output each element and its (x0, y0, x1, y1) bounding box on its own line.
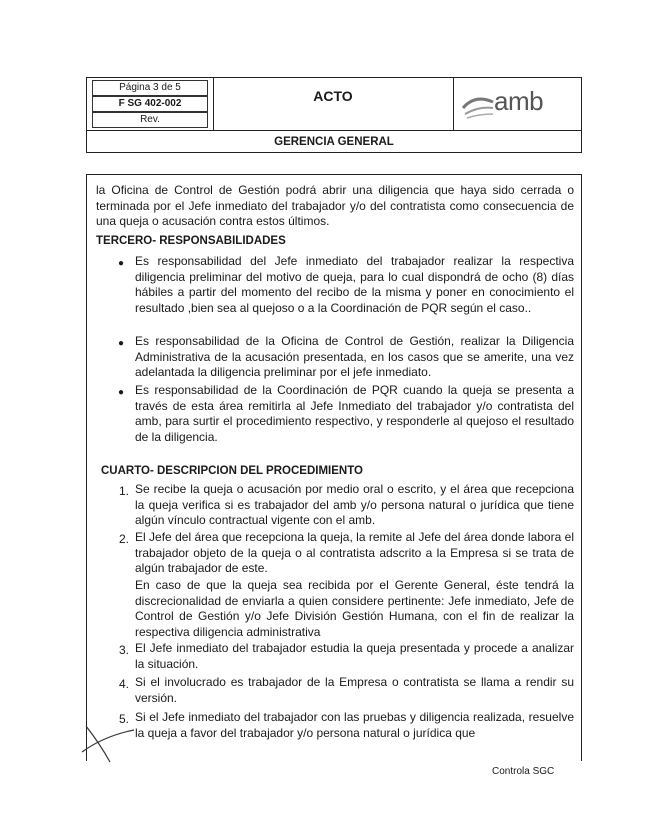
intro-paragraph: la Oficina de Control de Gestión podrá abrir una diligencia que haya sido cerrada o terminada por el Jefe inmediato del trabajador y/o del contratista como consecuencia de una queja o acusación contra estos últimos. (96, 183, 574, 228)
step-number: 5. (119, 712, 130, 726)
procedure-step: Si el Jefe inmediato del trabajador con las pruebas y diligencia realizada, resuelve la queja a favor del trabajador y/o persona natural o jurídica que (135, 710, 574, 740)
bullet-icon: ● (118, 258, 125, 269)
document-body (86, 174, 582, 761)
document-header (86, 77, 582, 153)
bullet-icon: ● (118, 338, 125, 349)
procedure-step: Si el involucrado es trabajador de la Empresa o contratista se llama a rendir su versión. (135, 675, 574, 705)
section-tercero-heading: TERCERO- RESPONSABILIDADES (96, 235, 286, 247)
header-meta (87, 78, 214, 130)
logo-text: amb (494, 86, 544, 116)
handwritten-mark-icon (80, 722, 140, 766)
document-title: ACTO (213, 78, 454, 130)
procedure-step: Se recibe la queja o acusación por medio oral o escrito, y el área que recepciona la queja verifica si es trabajador del amb y/o persona natural o jurídica que tiene algún vínculo contractual vigente con el amb. (135, 482, 574, 527)
step-number: 4. (119, 677, 130, 691)
page-number: Página 3 de 5 (92, 80, 208, 96)
department-name: GERENCIA GENERAL (87, 130, 581, 153)
tercero-bullet: Es responsabilidad de la Coordinación de PQR cuando la queja se presenta a través de esta área remitirla al Jefe Inmediato del trabajador y/o contratista del amb, para surtir el procedimiento respectivo, y responderle al quejoso el resultado de la diligencia. (135, 383, 574, 444)
tercero-bullet: Es responsabilidad de la Oficina de Control de Gestión, realizar la Diligencia Administrativa de la acusación presentada, en los casos que se amerite, una vez adelantada la diligencia preliminar por el jefe inmediato. (135, 334, 574, 379)
revision-label: Rev. (92, 112, 208, 128)
amb-logo (453, 78, 581, 130)
footer-label: Controla SGC (492, 766, 555, 777)
step-number: 2. (119, 532, 130, 546)
section-cuarto-heading: CUARTO- DESCRIPCION DEL PROCEDIMIENTO (101, 465, 363, 477)
procedure-step-note: En caso de que la queja sea recibida por el Gerente General, éste tendrá la discrecionalidad de enviarla a quien considere pertinente: Jefe inmediato, Jefe de Control de Gestión y/o Jefe División Gestión Humana, con el fin de realizar la respectiva diligencia administrativa (135, 578, 574, 639)
procedure-step: El Jefe del área que recepciona la queja, la remite al Jefe del área donde labora el trabajador objeto de la queja o al contratista adscrito a la Empresa si se trata de algún trabajador de este. (135, 530, 574, 575)
tercero-bullet: Es responsabilidad del Jefe inmediato del trabajador realizar la respectiva diligencia preliminar del motivo de queja, para lo cual dispondrá de ocho (8) días hábiles a partir del momento del recibo de la misma y poner en conocimiento el resultado ,bien sea al quejoso o a la Coordinación de PQR según el caso.. (135, 254, 574, 315)
step-number: 3. (119, 643, 130, 657)
step-number: 1. (119, 484, 130, 498)
procedure-step: El Jefe inmediato del trabajador estudia la queja presentada y procede a analizar la situación. (135, 641, 574, 671)
document-code: F SG 402-002 (92, 96, 208, 112)
bullet-icon: ● (118, 387, 125, 398)
